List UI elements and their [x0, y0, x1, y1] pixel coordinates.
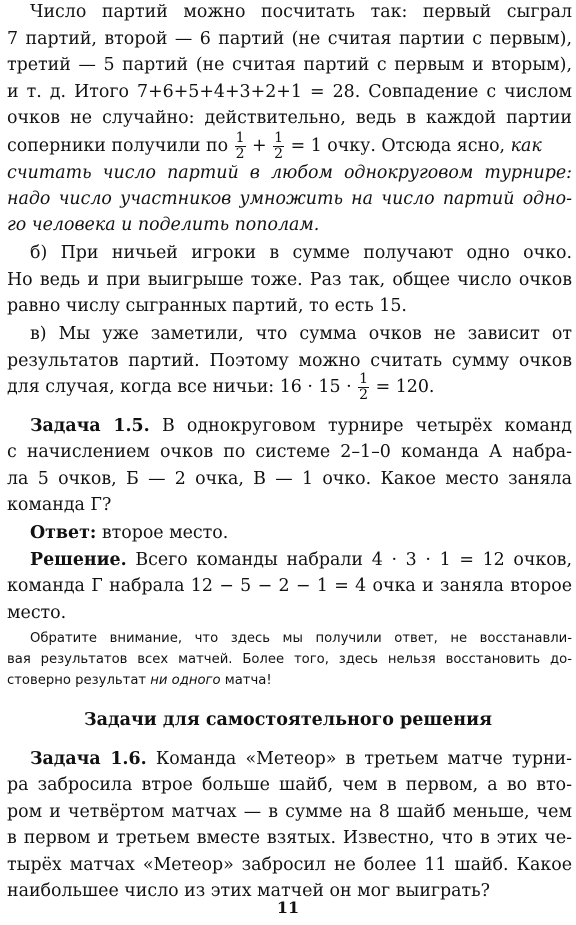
text-segment: = 1 очку. Отсюда ясно, [290, 136, 506, 156]
fraction-numerator: 1 [235, 130, 245, 146]
task-1-5-first-line [30, 416, 572, 436]
answer-line [30, 523, 228, 543]
fraction [273, 131, 284, 162]
text-line: в) Мы уже заметили, что сумма очков не зависит от [30, 324, 572, 344]
text-line-with-fraction [7, 372, 434, 403]
italic-line: надо число участников умножить на число партий одно- [7, 189, 572, 209]
text-line: команда Г? [7, 495, 112, 515]
text-segment: Всего команды набрали 4 · 3 · 1 = 12 очков, [135, 550, 572, 570]
text-line: место. [7, 603, 67, 623]
text-line: тырёх матчах «Метеор» забросил не более 11 шайб. Какое [7, 855, 572, 875]
task-title: Задача 1.6. [30, 749, 147, 769]
text-line: б) При ничьей игроки в сумме получают одно очко. [30, 243, 572, 263]
fraction-numerator: 1 [359, 371, 369, 387]
answer-label: Ответ: [30, 523, 97, 543]
text-segment: соперники получили по [7, 136, 229, 156]
fraction-denominator: 2 [235, 146, 245, 162]
text-line: результатов партий. Поэтому можно считать сумму очков [7, 351, 572, 371]
fraction-numerator: 1 [274, 130, 284, 146]
text-line: и т. д. Итого 7+6+5+4+3+2+1 = 28. Совпадение с числом [7, 82, 572, 102]
text-line: равно числу сыгранных партий, то есть 15. [7, 296, 407, 316]
task-title: Задача 1.5. [30, 416, 150, 436]
italic-line: го человека и поделить пополам. [7, 215, 320, 235]
page-number: 11 [276, 898, 300, 917]
text-line: третий — 5 партий (не считая партий с первым и вторым), [7, 55, 572, 75]
text-segment: = 120. [375, 377, 435, 397]
solution-first-line [30, 550, 572, 570]
italic-line: считать число партий в любом однокруговом турнире: [7, 163, 572, 183]
text-line: ром и четвёртом матчах — в сумме на 8 шайб меньше, чем [7, 802, 572, 822]
text-line: 7 партий, второй — 6 партий (не считая партии с первым), [7, 29, 572, 49]
note-line: Обратите внимание, что здесь мы получили ответ, не восстанавли- [30, 631, 572, 646]
solution-label: Решение. [30, 550, 127, 570]
text-line: с начислением очков по системе 2–1–0 команда А набра- [7, 442, 572, 462]
task-1-6-first-line [30, 749, 572, 769]
text-line: ла 5 очков, Б — 2 очка, В — 1 очко. Какое место заняла [7, 469, 572, 489]
text-line: наибольшее число из этих матчей он мог выиграть? [7, 881, 490, 901]
italic-segment: как [510, 136, 542, 156]
plus-sign: + [252, 136, 267, 156]
note-line [7, 673, 272, 689]
fraction-denominator: 2 [274, 146, 284, 162]
text-segment: для случая, когда все ничьи: 16 · 15 · [7, 377, 352, 397]
text-segment: В однокруговом турнире четырёх команд [161, 416, 573, 436]
answer-text: второе место. [101, 523, 229, 543]
text-line: Но ведь и при выигрыше тоже. Раз так, общее число очков [7, 270, 572, 290]
text-segment: Команда «Метеор» в третьем матче турни- [155, 749, 573, 769]
section-heading: Задачи для самостоятельного решения [83, 710, 493, 730]
text-segment: матча! [224, 673, 272, 688]
fraction-denominator: 2 [359, 387, 369, 403]
text-line: Число партий можно посчитать так: первый сыграл [30, 2, 572, 22]
note-line: вая результатов всех матчей. Более того, здесь нельзя восстановить до- [7, 652, 572, 667]
text-line: команда Г набрала 12 − 5 − 2 − 1 = 4 очка и заняла второе [7, 576, 572, 596]
text-line: в первом и третьем вместе взятых. Известно, что в этих че- [7, 828, 572, 848]
text-line: очков не случайно: действительно, ведь в каждой партии [7, 108, 572, 128]
text-segment: стоверно результат [7, 673, 147, 688]
text-line-with-fraction [7, 131, 572, 162]
italic-segment: ни одного [150, 673, 221, 688]
fraction [235, 131, 246, 162]
fraction [358, 372, 369, 403]
text-line: ра забросила втрое больше шайб, чем в первом, а во вто- [7, 775, 572, 795]
